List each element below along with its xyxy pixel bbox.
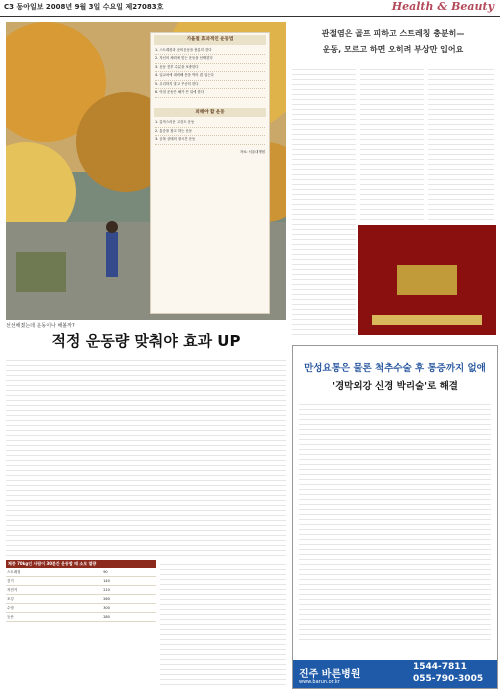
ad-footer xyxy=(293,660,497,688)
info-box-title-1: 가을철 효과적인 운동법 xyxy=(154,35,266,45)
hospital-ad xyxy=(292,345,498,689)
product-ad xyxy=(358,225,496,335)
ad-title: 만성요통은 물론 척추수술 후 통증까지 없애 xyxy=(293,346,497,374)
main-article-body xyxy=(6,356,286,556)
page-header xyxy=(0,0,500,17)
info-box-title-2: 피해야 할 운동 xyxy=(154,108,266,118)
info-item: 3. 공복 상태의 장시간 운동 xyxy=(155,136,265,145)
table-row: 자전거 210 xyxy=(6,586,156,595)
info-item: 4. 일교차에 대비해 옷을 여러 겹 입는다 xyxy=(155,72,265,81)
info-item: 1. 스트레칭과 준비운동을 충분히 한다 xyxy=(155,47,265,56)
info-item: 6. 아침 운동은 해가 뜬 뒤에 한다 xyxy=(155,89,265,98)
article-column-3 xyxy=(428,65,494,220)
right-title-line-2: 운동, 모르고 하면 오히려 부상만 입어요 xyxy=(322,45,464,54)
main-article-body-2 xyxy=(160,560,286,686)
info-item: 1. 갑작스러운 고강도 운동 xyxy=(155,119,265,128)
calorie-table xyxy=(6,560,156,622)
ad-url: www.barun.or.kr xyxy=(299,679,340,685)
right-article-title xyxy=(292,26,494,58)
info-box xyxy=(150,32,270,314)
info-item: 5. 무리하지 말고 꾸준히 한다 xyxy=(155,81,265,90)
ad-hospital-name: 진주 바른병원 xyxy=(299,669,361,680)
brand-logo: Health & Beauty xyxy=(391,0,494,13)
calorie-table-header: 체중 70kg인 사람이 30분간 운동할 때 소모 열량 xyxy=(6,560,156,568)
info-item: 2. 자신의 체력에 맞는 운동을 선택한다 xyxy=(155,55,265,64)
table-row: 걷기 140 xyxy=(6,577,156,586)
info-item: 2. 통증을 참고 하는 운동 xyxy=(155,128,265,137)
article-column-1 xyxy=(292,65,356,335)
ad-body xyxy=(299,400,491,640)
ad-subtitle: '경막외강 신경 박리술'로 해결 xyxy=(332,381,458,392)
info-item: 3. 운동 전후 수분을 보충한다 xyxy=(155,64,265,73)
article-column-2 xyxy=(360,65,424,220)
photo-caption: 선선해졌는데 운동이나 해볼까? xyxy=(6,323,75,329)
info-box-source: 자료: 서울대병원 xyxy=(239,149,265,154)
table-row: 스트레칭 90 xyxy=(6,568,156,577)
right-title-line-1: 관절염은 골프 피하고 스트레칭 충분히— xyxy=(321,29,465,38)
table-row: 수영 300 xyxy=(6,604,156,613)
header-left: C3 동아일보 2008년 9월 3일 수요일 제27083호 xyxy=(4,3,164,11)
table-row: 등산 280 xyxy=(6,613,156,622)
ad-phone-1: 1544-7811 xyxy=(413,662,467,672)
table-row: 조깅 260 xyxy=(6,595,156,604)
ad-phone-2: 055-790-3005 xyxy=(413,674,484,684)
main-article-title: 적정 운동량 맞춰야 효과 UP xyxy=(51,332,241,350)
